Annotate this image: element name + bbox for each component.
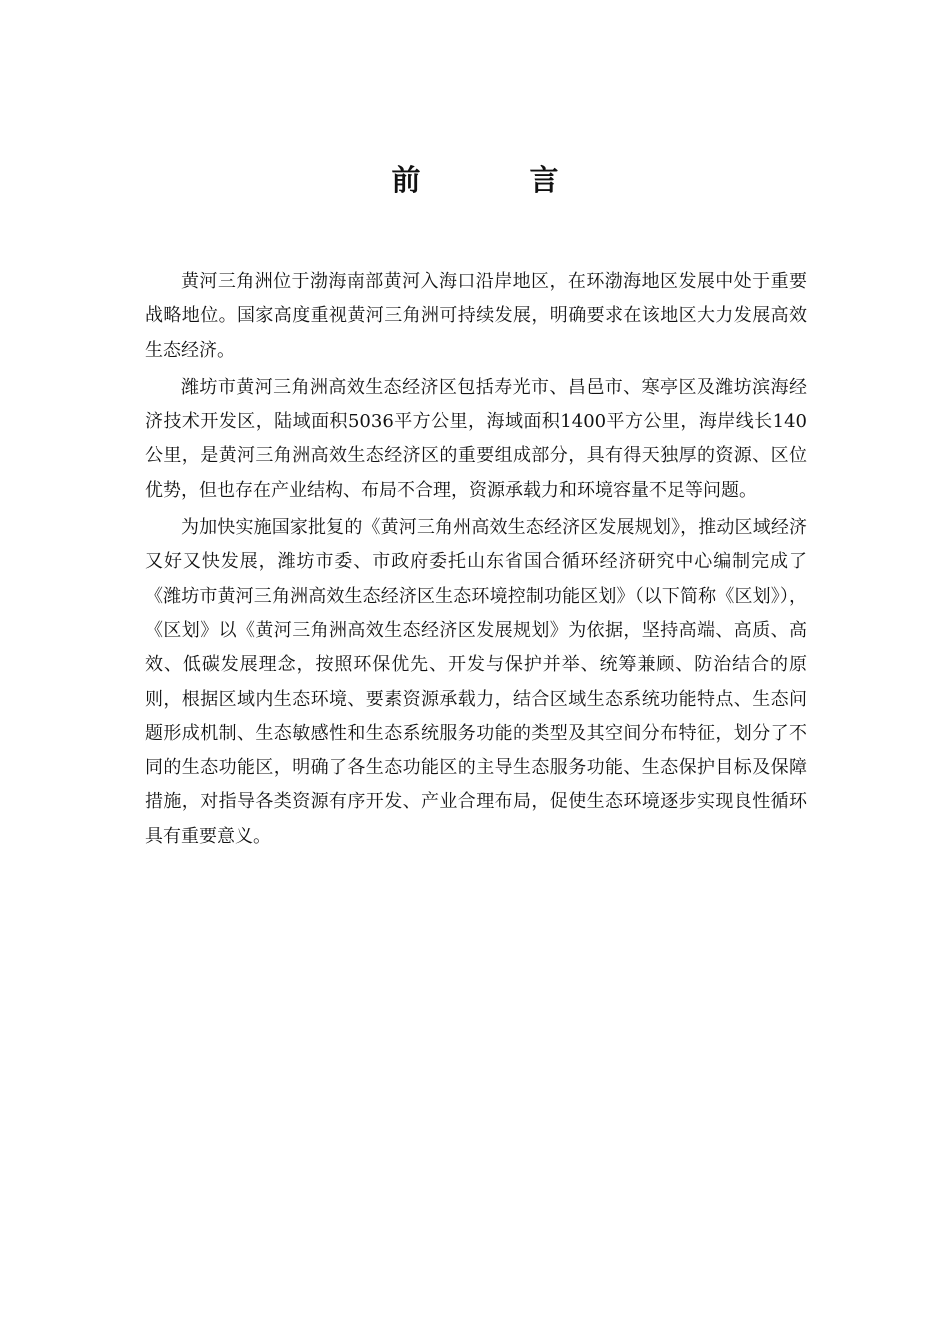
document-body — [145, 265, 807, 857]
paragraph-1: 黄河三角洲位于渤海南部黄河入海口沿岸地区，在环渤海地区发展中处于重要战略地位。国家高度重视黄河三角洲可持续发展，明确要求在该地区大力发展高效生态经济。 — [145, 271, 807, 361]
paragraph-3: 为加快实施国家批复的《黄河三角州高效生态经济区发展规划》，推动区域经济又好又快发展，潍坊市委、市政府委托山东省国合循环经济研究中心编制完成了《潍坊市黄河三角洲高效生态经济区生态环境控制功能区划》（以下简称《区划》），《区划》以《黄河三角洲高效生态经济区发展规划》为依据，坚持高端、高质、高效、低碳发展理念，按照环保优先、开发与保护并举、统筹兼顾、防治结合的原则，根据区域内生态环境、要素资源承载力，结合区域生态系统功能特点、生态问题形成机制、生态敏感性和生态系统服务功能的类型及其空间分布特征，划分了不同的生态功能区，明确了各生态功能区的主导生态服务功能、生态保护目标及保障措施，对指导各类资源有序开发、产业合理布局，促使生态环境逐步实现良性循环具有重要意义。 — [145, 517, 807, 847]
paragraph-2: 潍坊市黄河三角洲高效生态经济区包括寿光市、昌邑市、寒亭区及潍坊滨海经济技术开发区，陆域面积5036平方公里，海域面积1400平方公里，海岸线长140公里，是黄河三角洲高效生态经济区的重要组成部分，具有得天独厚的资源、区位优势，但也存在产业结构、布局不合理，资源承载力和环境容量不足等问题。 — [145, 376, 807, 501]
page-title: 前 言 — [391, 163, 599, 197]
